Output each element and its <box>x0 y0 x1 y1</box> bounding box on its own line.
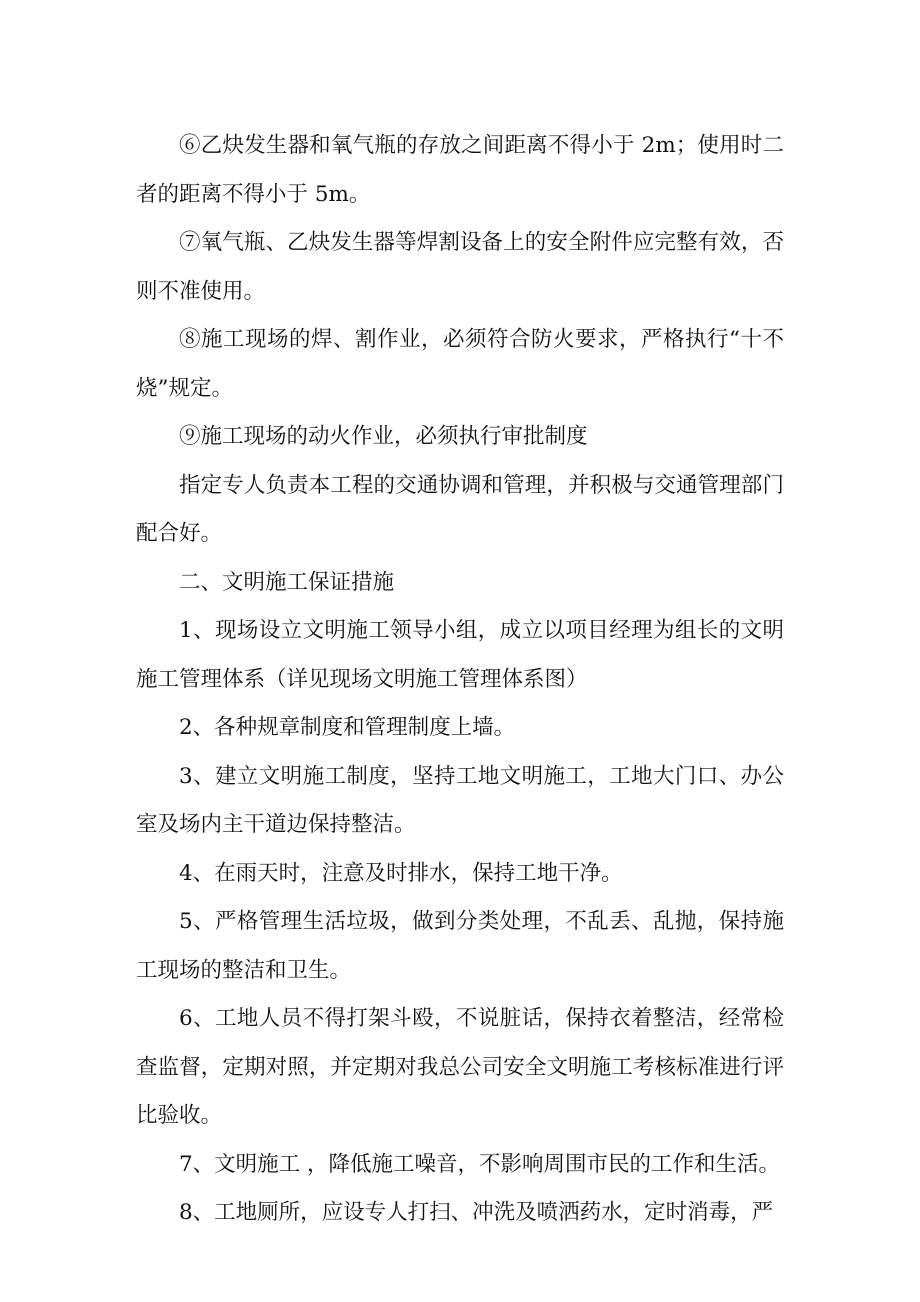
paragraph-traffic-coordination: 指定专人负责本工程的交通协调和管理，并积极与交通管理部门配合好。 <box>136 472 784 546</box>
measure-2: 2、各种规章制度和管理制度上墙。 <box>179 715 516 740</box>
measure-1: 1、现场设立文明施工领导小组，成立以项目经理为组长的文明施工管理体系（详见现场文明施工管理体系图） <box>136 618 784 692</box>
measure-7: 7、文明施工 ，降低施工噪音，不影响周围市民的工作和生活。 <box>179 1151 781 1177</box>
paragraph-item-7: ⑦氧气瓶、乙炔发生器等焊割设备上的安全附件应完整有效，否则不准使用。 <box>136 230 784 304</box>
measure-3: 3、建立文明施工制度，坚持工地文明施工，工地大门口、办公室及场内主干道边保持整洁。 <box>136 763 784 837</box>
measure-8: 8、工地厕所，应设专人打扫、冲洗及喷洒药水，定时消毒，严 <box>179 1200 774 1225</box>
measure-5: 5、严格管理生活垃圾，做到分类处理，不乱丢、乱抛，保持施工现场的整洁和卫生。 <box>136 909 784 983</box>
measure-4: 4、在雨天时，注意及时排水，保持工地干净。 <box>179 860 623 886</box>
paragraph-item-9: ⑨施工现场的动火作业，必须执行审批制度 <box>179 424 588 449</box>
paragraph-item-8: ⑧施工现场的焊、割作业，必须符合防火要求，严格执行“十不烧”规定。 <box>136 327 784 401</box>
measure-6: 6、工地人员不得打架斗殴，不说脏话，保持衣着整洁，经常检查监督，定期对照，并定期对我总公司安全文明施工考核标准进行评比验收。 <box>136 1006 784 1128</box>
document-body <box>136 122 784 1238</box>
paragraph-item-6: ⑥乙炔发生器和氧气瓶的存放之间距离不得小于 2m；使用时二者的距离不得小于 5m。 <box>136 133 784 207</box>
section-heading: 二、文明施工保证措施 <box>179 569 395 595</box>
